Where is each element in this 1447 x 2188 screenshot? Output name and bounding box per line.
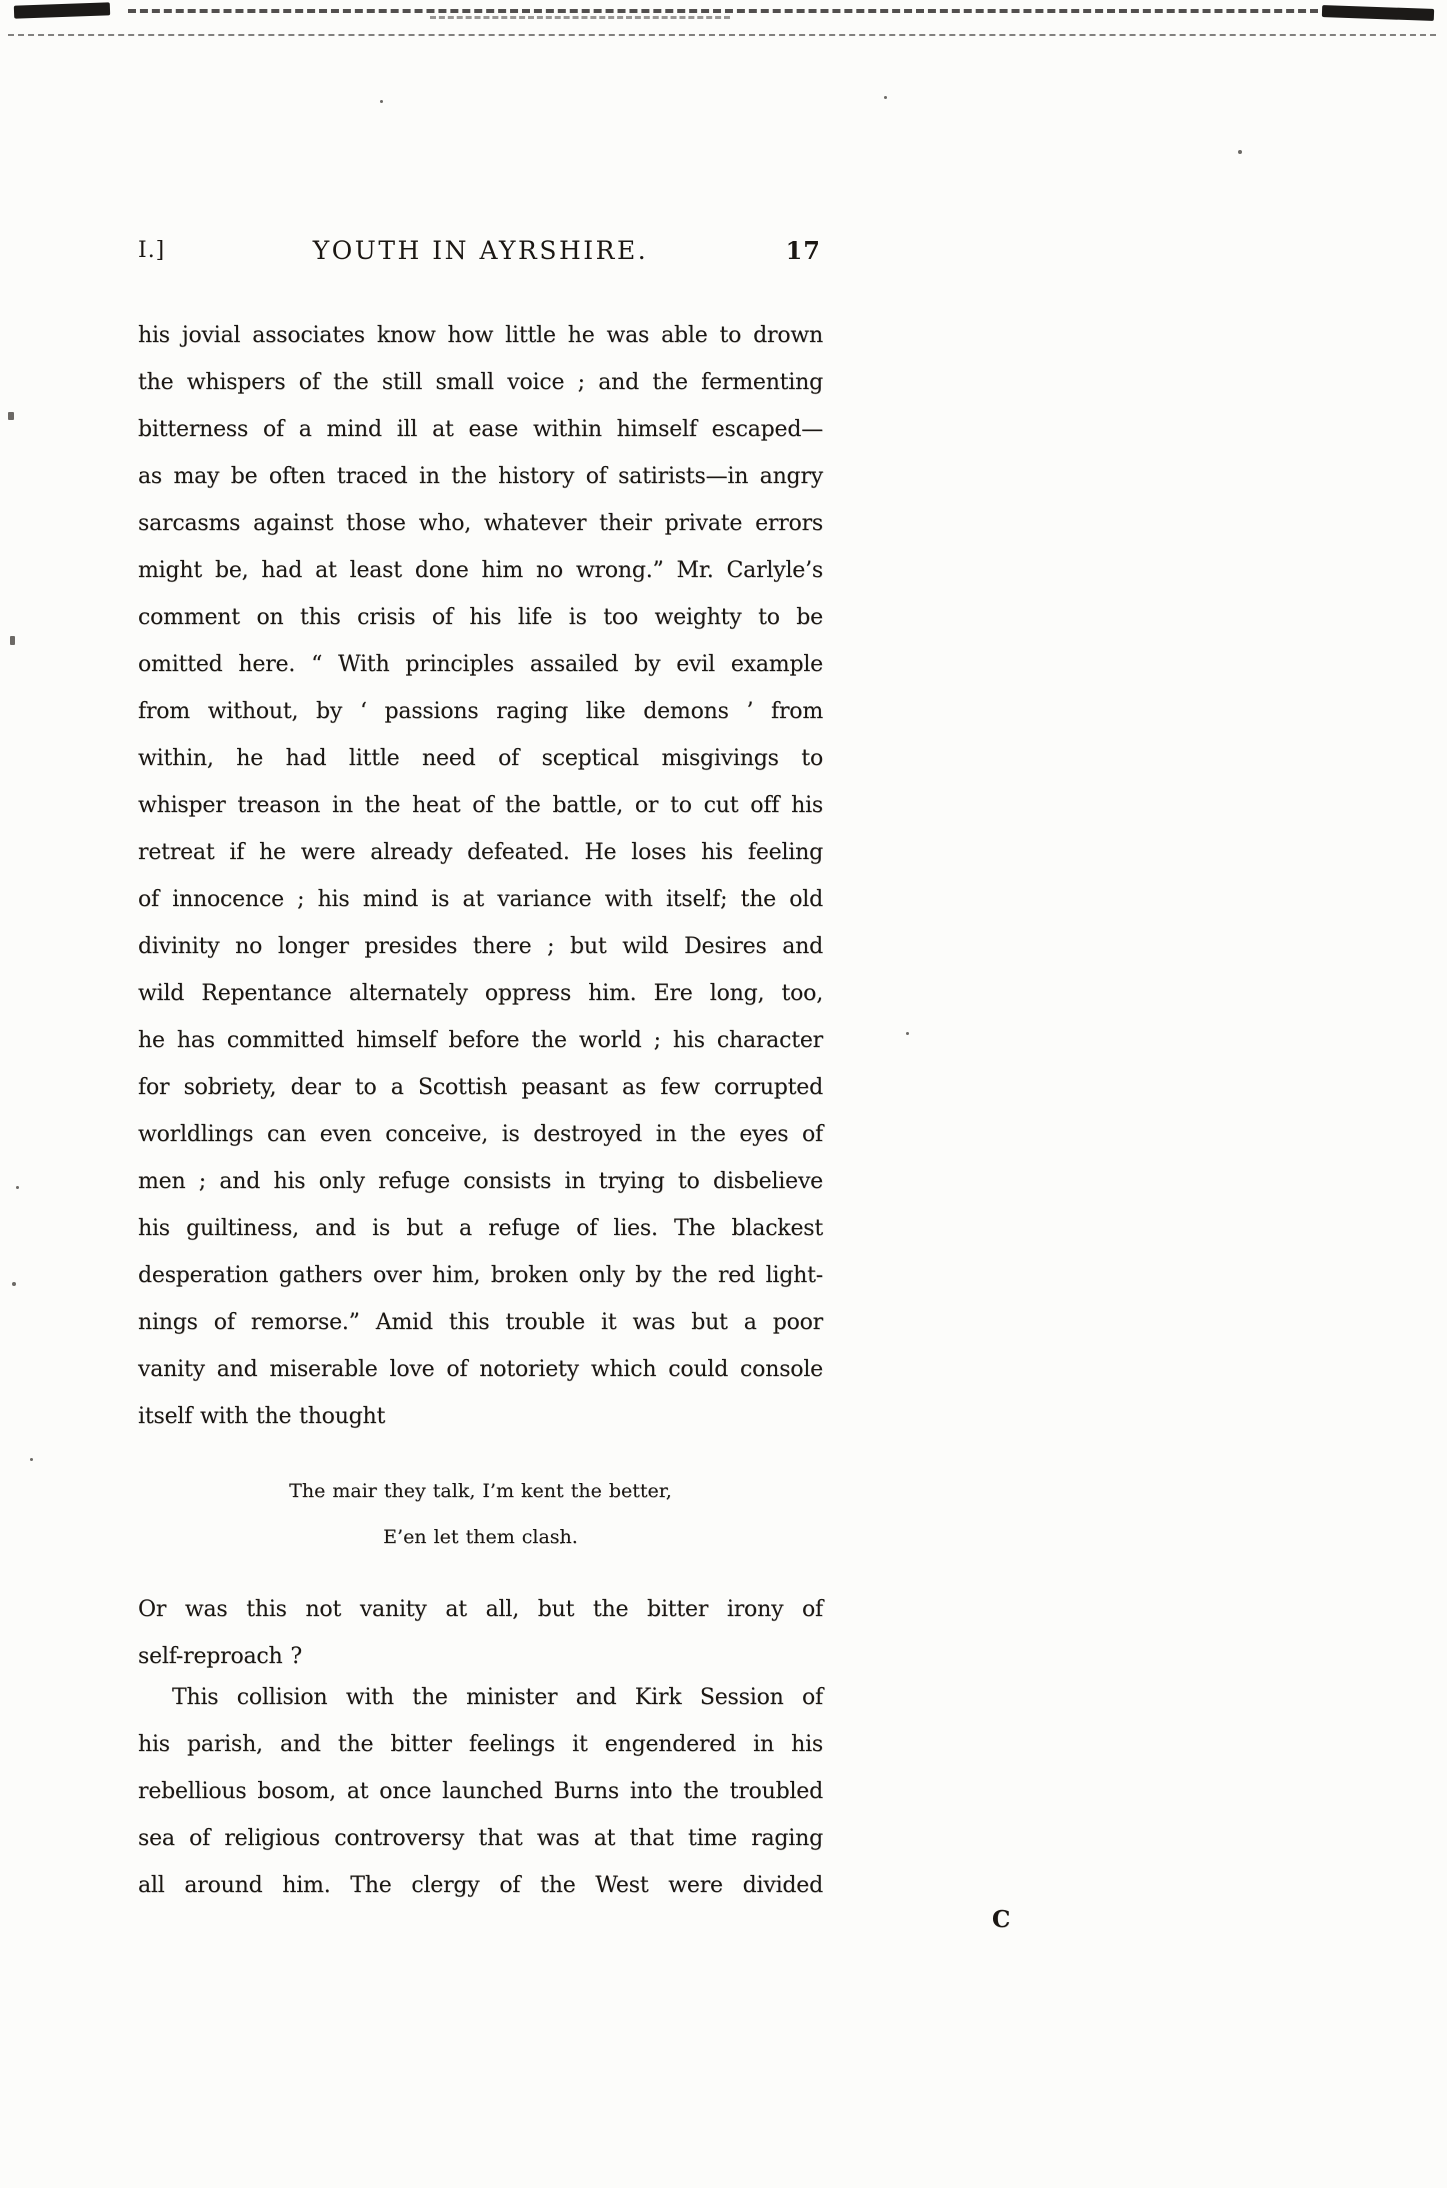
scan-artifact-top-dashes (128, 9, 1318, 13)
text-line: vanity and miserable love of notoriety which could console (138, 1357, 823, 1382)
text-line: of innocence ; his mind is at variance with itself; the old (138, 887, 823, 912)
text-line: E’en let them clash. (383, 1526, 578, 1548)
signature-mark: C (992, 1906, 1011, 1933)
text-line: men ; and his only refuge consists in trying to disbelieve (138, 1169, 823, 1194)
text-line: omitted here. “ With principles assailed by evil example (138, 652, 823, 677)
text-line: Or was this not vanity at all, but the bitter irony of (138, 1597, 823, 1622)
chapter-mark: I.] (138, 238, 166, 263)
verse-quotation (138, 1468, 823, 1560)
text-line: sea of religious controversy that was at that time raging (138, 1826, 823, 1851)
text-line: self-reproach ? (138, 1644, 302, 1669)
page-header (138, 236, 823, 268)
text-line: he has committed himself before the world ; his character (138, 1028, 823, 1053)
scan-artifact-top-dashes (430, 16, 730, 19)
scan-artifact-top-right (1322, 5, 1434, 21)
scan-speck (10, 636, 15, 645)
scan-speck (8, 412, 14, 420)
text-line: itself with the thought (138, 1404, 386, 1429)
text-line: all around him. The clergy of the West were divided (138, 1873, 823, 1898)
body-paragraph-3 (138, 1674, 823, 1909)
text-line: as may be often traced in the history of satirists—in angry (138, 464, 823, 489)
scan-artifact-top-line (8, 34, 1436, 36)
scan-artifact-top-left (14, 2, 110, 18)
text-line: worldlings can even conceive, is destroyed in the eyes of (138, 1122, 823, 1147)
scan-speck (906, 1032, 909, 1035)
text-line: rebellious bosom, at once launched Burns into the troubled (138, 1779, 823, 1804)
text-line: his parish, and the bitter feelings it engendered in his (138, 1732, 823, 1757)
text-line: for sobriety, dear to a Scottish peasant as few corrupted (138, 1075, 823, 1100)
text-line: wild Repentance alternately oppress him. Ere long, too, (138, 981, 823, 1006)
running-title: YOUTH IN AYRSHIRE. (312, 236, 649, 265)
text-line: divinity no longer presides there ; but wild Desires and (138, 934, 823, 959)
body-paragraph-1 (138, 312, 823, 1440)
text-line: within, he had little need of sceptical misgivings to (138, 746, 823, 771)
scan-speck (884, 96, 887, 99)
text-line: bitterness of a mind ill at ease within himself escaped— (138, 417, 823, 442)
scan-speck (16, 1186, 19, 1189)
text-line: sarcasms against those who, whatever their private errors (138, 511, 823, 536)
scan-speck (380, 100, 383, 103)
text-line: from without, by ‘ passions raging like demons ’ from (138, 699, 823, 724)
text-line: his jovial associates know how little he was able to drown (138, 323, 823, 348)
text-line: The mair they talk, I’m kent the better, (289, 1480, 672, 1502)
text-line: comment on this crisis of his life is too weighty to be (138, 605, 823, 630)
text-line: retreat if he were already defeated. He loses his feeling (138, 840, 823, 865)
scan-speck (1238, 150, 1242, 154)
text-line: desperation gathers over him, broken only by the red light- (138, 1263, 823, 1288)
text-line: the whispers of the still small voice ; and the fermenting (138, 370, 823, 395)
text-line: nings of remorse.” Amid this trouble it was but a poor (138, 1310, 823, 1335)
text-line: his guiltiness, and is but a refuge of lies. The blackest (138, 1216, 823, 1241)
scan-speck (12, 1282, 16, 1286)
scan-speck (30, 1458, 33, 1461)
text-line: whisper treason in the heat of the battle, or to cut off his (138, 793, 823, 818)
page-number: 17 (785, 236, 821, 265)
text-line: This collision with the minister and Kirk Session of (172, 1685, 823, 1710)
text-line: might be, had at least done him no wrong.” Mr. Carlyle’s (138, 558, 823, 583)
body-paragraph-2 (138, 1586, 823, 1680)
